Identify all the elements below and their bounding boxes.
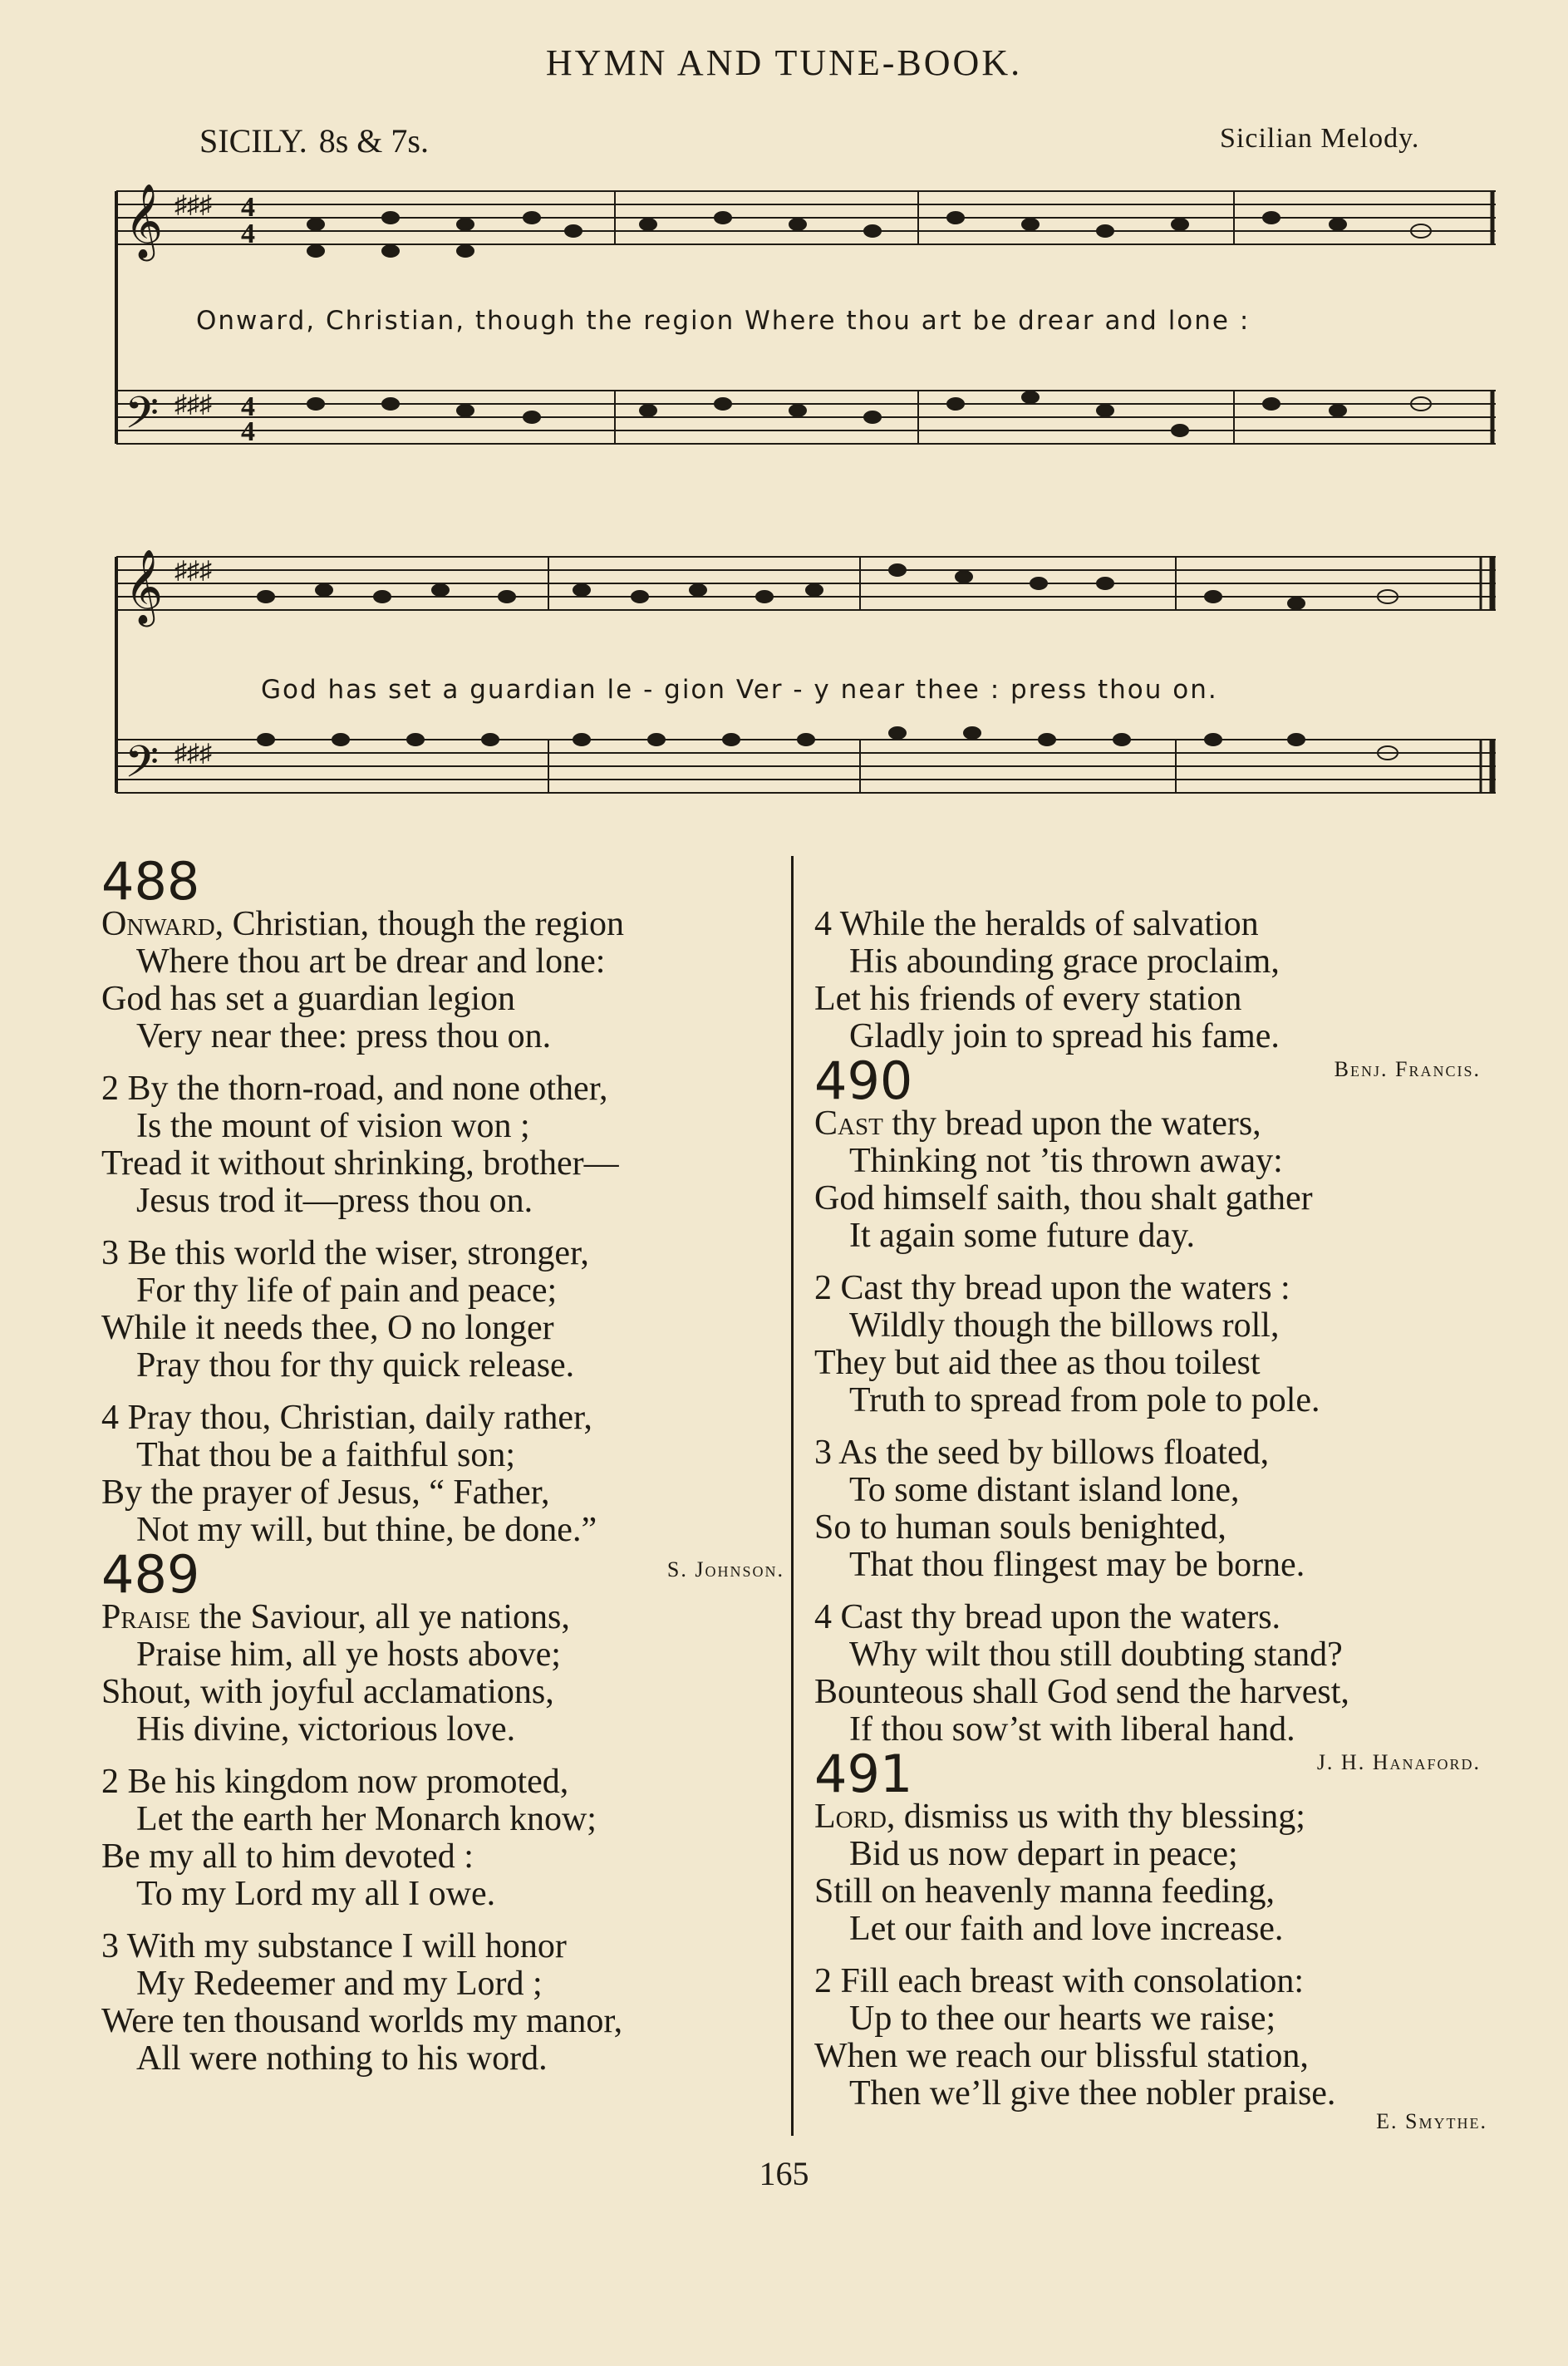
verse-line: Not my will, but thine, be done.” [136,1511,597,1549]
verse-line: 2 Cast thy bread upon the waters : [814,1269,1290,1307]
stanza [101,906,791,1055]
tune-source: Sicilian Melody. [1220,123,1420,154]
stanza [814,906,1487,1055]
verse-line: 4 Pray thou, Christian, daily rather, [101,1399,592,1437]
hymn-489-continued [814,906,1487,1055]
stanza [101,1763,791,1913]
verse-line: 3 As the seed by billows floated, [814,1434,1270,1472]
verse-line: Wildly though the billows roll, [849,1306,1280,1345]
verse-line: Gladly join to spread his fame. [849,1017,1280,1055]
stanza [101,1599,791,1749]
column-divider [791,856,794,2136]
verse-line: 2 Be his kingdom now promoted, [101,1763,569,1801]
verse-line: Let his friends of every station [814,980,1242,1018]
svg-text:4: 4 [241,416,255,447]
running-head: HYMN AND TUNE-BOOK. [545,42,1023,83]
tune-name: SICILY. [199,122,307,160]
verse-line: 2 By the thorn-road, and none other, [101,1070,608,1108]
verse-line: Bounteous shall God send the harvest, [814,1673,1349,1711]
verse-line: Let the earth her Monarch know; [136,1800,597,1838]
verse-line: 3 With my substance I will honor [101,1927,567,1965]
verse-line: If thou sow’st with liberal hand. [849,1710,1295,1749]
verse-line: To my Lord my all I owe. [136,1875,496,1913]
verse-line: Still on heavenly manna feeding, [814,1872,1276,1911]
stanza [814,1105,1487,1255]
hymns-right-column [814,906,1487,2134]
verse-line: Praise him, all ye hosts above; [136,1636,561,1674]
verse-line: Onward, Christian, though the region [101,905,624,943]
hymn-491 [814,1744,1487,2134]
verse-line: Let our faith and love increase. [849,1910,1284,1948]
svg-text:♯♯♯: ♯♯♯ [174,740,212,767]
svg-text:♯♯♯: ♯♯♯ [174,191,212,219]
stanza [101,1928,791,2078]
verse-line: Why wilt thou still doubting stand? [849,1636,1343,1674]
verse-line: His abounding grace proclaim, [849,942,1280,981]
first-word: Onward, [101,905,224,943]
verse-line: Were ten thousand worlds my manor, [101,2002,623,2040]
author-credit: E. Smythe. [1376,2109,1487,2133]
verse-line: God has set a guardian legion [101,980,516,1018]
tune-lyric-line-1: Onward, Christian, though the region Where thou art be drear and lone : [196,306,1251,336]
svg-text:𝄞: 𝄞 [125,549,164,624]
svg-text:4: 4 [241,391,255,422]
hymn-number: 491 J. H. Hanaford. [814,1744,1481,1804]
svg-text:4: 4 [241,219,255,249]
verse-line: All were nothing to his word. [136,2039,548,2078]
stanza [814,1798,1487,1948]
stanza [814,1270,1487,1419]
verse-line: When we reach our blissful station, [814,2037,1309,2075]
stanza [814,1963,1487,2113]
verse-line: Pray thou for thy quick release. [136,1346,575,1385]
tune-meter: 8s & 7s. [318,122,429,160]
hymn-488 [101,851,791,1549]
verse-line: Shout, with joyful acclamations, [101,1673,554,1711]
verse-line: Jesus trod it—press thou on. [136,1182,533,1220]
stanza [814,1434,1487,1584]
verse-line: Be my all to him devoted : [101,1837,474,1876]
hymn-number: 489 S. Johnson. [101,1544,784,1605]
first-word: Praise [101,1598,191,1636]
svg-text:𝄢: 𝄢 [125,388,160,450]
hymns-left-column [101,851,791,2093]
verse-line: 2 Fill each breast with consolation: [814,1962,1305,2000]
stanza [101,1070,791,1220]
verse-line: Thinking not ’tis thrown away: [849,1142,1283,1180]
hymn-number: 490 Benj. Francis. [814,1050,1481,1111]
verse-line: His divine, victorious love. [136,1710,516,1749]
stanza [814,1599,1487,1749]
svg-text:𝄢: 𝄢 [125,737,160,799]
verse-line: 4 Cast thy bread upon the waters. [814,1598,1281,1636]
verse-line: Tread it without shrinking, brother— [101,1144,619,1183]
verse-line: Up to thee our hearts we raise; [849,2000,1276,2038]
page-number: 165 [759,2155,809,2192]
verse-line: That thou flingest may be borne. [849,1546,1305,1584]
svg-text:𝄞: 𝄞 [125,184,164,258]
verse-line: To some distant island lone, [849,1471,1240,1509]
hymn-490 [814,1050,1487,1749]
first-word: Lord, [814,1798,896,1836]
svg-text:♯♯♯: ♯♯♯ [174,557,212,584]
verse-line: That thou be a faithful son; [136,1436,516,1474]
verse-line: My Redeemer and my Lord ; [136,1965,543,2003]
verse-line: 4 While the heralds of salvation [814,905,1259,943]
verse-line: So to human souls benighted, [814,1508,1226,1547]
verse-line: For thy life of pain and peace; [136,1272,558,1310]
author-credit: S. Johnson. [666,1557,784,1581]
verse-line: By the prayer of Jesus, “ Father, [101,1473,550,1512]
verse-line: It again some future day. [849,1217,1195,1255]
verse-line: Then we’ll give thee nobler praise. [849,2074,1336,2113]
author-credit: Benj. Francis. [1334,1057,1481,1081]
verse-line: Bid us now depart in peace; [849,1835,1238,1873]
verse-line: Where thou art be drear and lone: [136,942,606,981]
verse-line: God himself saith, thou shalt gather [814,1179,1313,1217]
first-word: Cast [814,1104,883,1143]
svg-text:4: 4 [241,192,255,223]
verse-line: Lord, dismiss us with thy blessing; [814,1798,1305,1836]
tune-heading [199,121,429,160]
verse-line: Praise the Saviour, all ye nations, [101,1598,570,1636]
verse-line: Is the mount of vision won ; [136,1107,530,1145]
tune-lyric-line-2: God has set a guardian le - gion Ver - y near thee : press thou on. [261,675,1218,705]
svg-text:♯♯♯: ♯♯♯ [174,391,212,418]
verse-line: They but aid thee as thou toilest [814,1344,1261,1382]
verse-line: Cast thy bread upon the waters, [814,1104,1261,1143]
verse-line: 3 Be this world the wiser, stronger, [101,1234,589,1272]
stanza [101,1399,791,1549]
hymn-489 [101,1544,791,2078]
verse-line: While it needs thee, O no longer [101,1309,554,1347]
author-credit: J. H. Hanaford. [1316,1750,1481,1774]
verse-line: Very near thee: press thou on. [136,1017,552,1055]
verse-line: Truth to spread from pole to pole. [849,1381,1320,1419]
hymn-number: 488 [101,851,200,912]
stanza [101,1235,791,1385]
